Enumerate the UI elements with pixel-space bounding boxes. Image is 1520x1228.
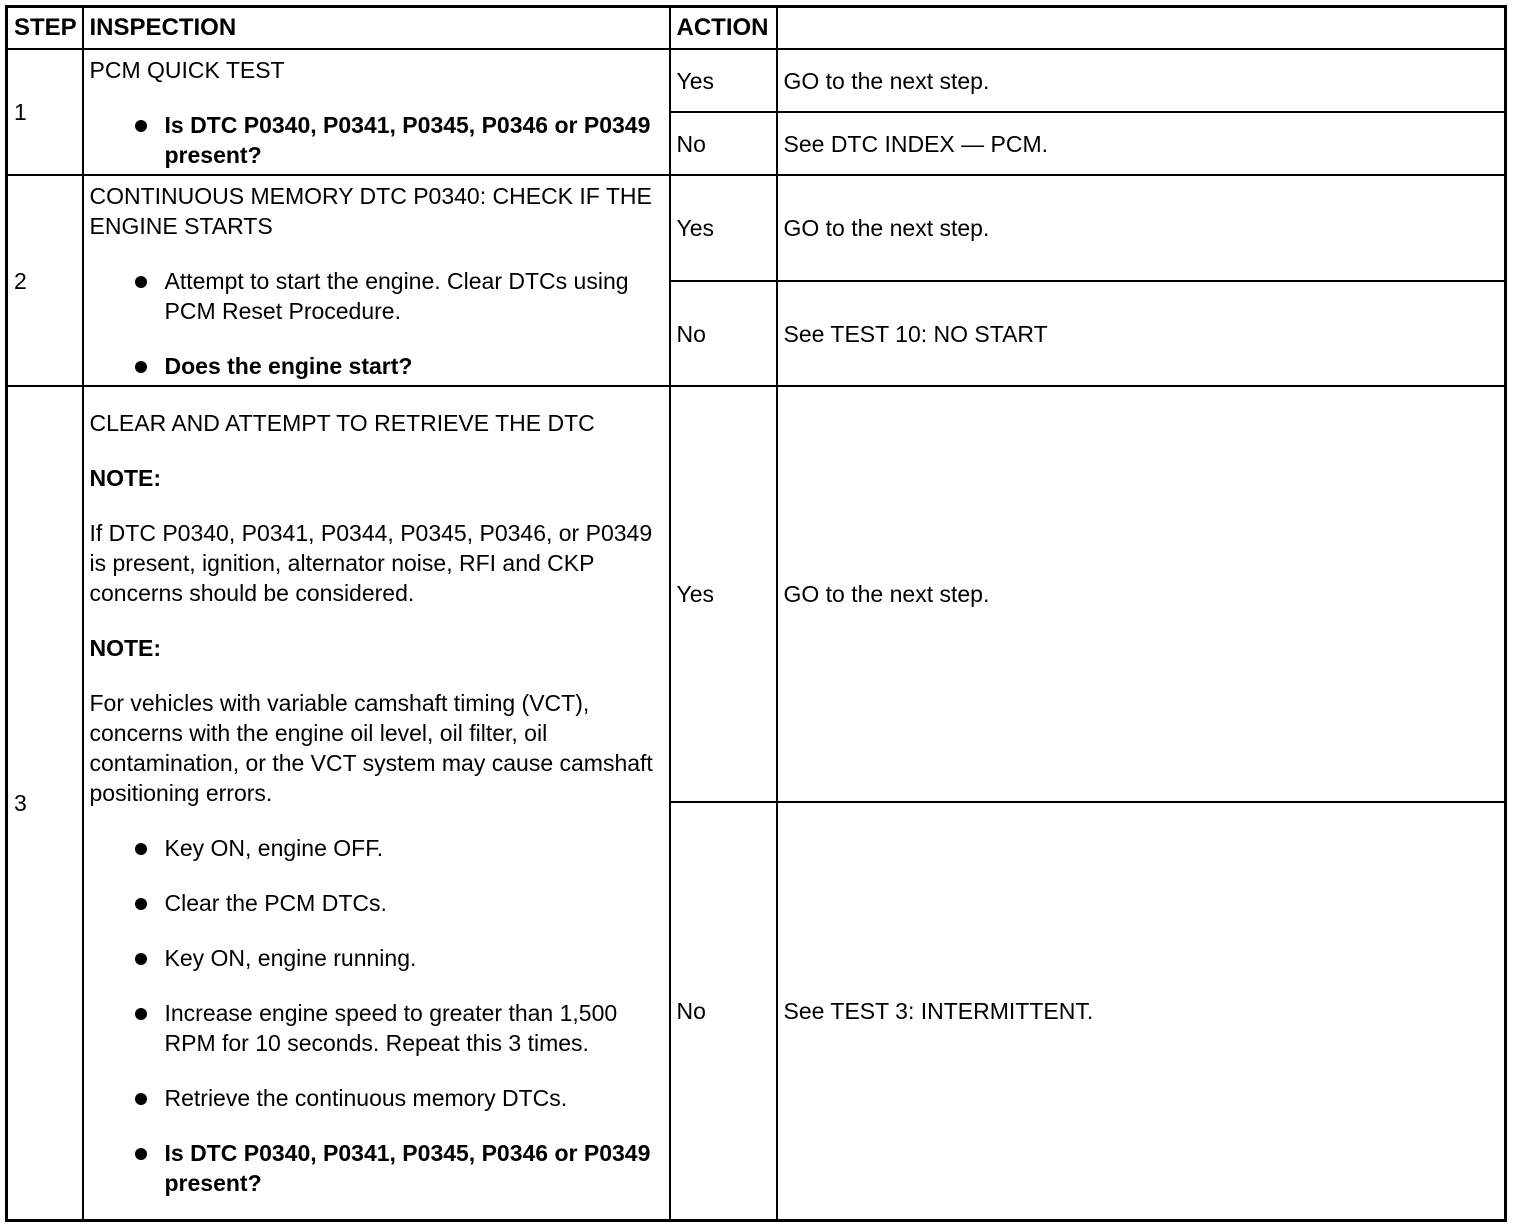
bullet-item: Retrieve the continuous memory DTCs.: [90, 1083, 663, 1113]
step-inspection: [83, 175, 670, 386]
header-result: [777, 7, 1506, 50]
action-yes-label: Yes: [670, 175, 777, 281]
step-title: CLEAR AND ATTEMPT TO RETRIEVE THE DTC: [89, 410, 595, 436]
action-no-label: No: [670, 281, 777, 386]
bullet-item: Clear the PCM DTCs.: [90, 888, 663, 918]
bullet-item: Key ON, engine running.: [90, 943, 663, 973]
diagnostic-table: [5, 5, 1507, 1222]
note-label: NOTE:: [89, 465, 162, 491]
bullet-item: Increase engine speed to greater than 1,500 RPM for 10 seconds. Repeat this 3 times.: [90, 998, 663, 1058]
bullet-item: Is DTC P0340, P0341, P0345, P0346 or P0349 present?: [90, 1138, 663, 1198]
action-no-label: No: [670, 112, 777, 175]
note-text: If DTC P0340, P0341, P0344, P0345, P0346, or P0349 is present, ignition, alternator noise, RFI and CKP concerns should be considered.: [89, 520, 653, 606]
header-step: STEP: [7, 7, 83, 50]
bullet-item: Is DTC P0340, P0341, P0345, P0346 or P0349 present?: [90, 110, 663, 170]
step-2-yes-row: [7, 175, 1506, 281]
header-action: ACTION: [670, 7, 777, 50]
action-yes-label: Yes: [670, 49, 777, 112]
header-row: [7, 7, 1506, 50]
step-number: 1: [7, 49, 83, 175]
action-no-text: See DTC INDEX — PCM.: [777, 112, 1506, 175]
header-inspection: INSPECTION: [83, 7, 670, 50]
action-no-text: See TEST 3: INTERMITTENT.: [777, 802, 1506, 1221]
bullet-item: Key ON, engine OFF.: [90, 833, 663, 863]
step-1-yes-row: [7, 49, 1506, 112]
bullet-item: Does the engine start?: [90, 351, 663, 381]
step-title: PCM QUICK TEST: [89, 56, 285, 83]
note-text: For vehicles with variable camshaft timing (VCT), concerns with the engine oil level, oil filter, oil contamination, or the VCT system may cause camshaft positioning errors.: [89, 690, 653, 806]
action-yes-label: Yes: [670, 386, 777, 802]
action-no-label: No: [670, 802, 777, 1221]
step-title: CONTINUOUS MEMORY DTC P0340: CHECK IF THE ENGINE STARTS: [89, 182, 652, 239]
step-inspection: [83, 386, 670, 1221]
bullet-item: Attempt to start the engine. Clear DTCs using PCM Reset Procedure.: [90, 266, 663, 326]
note-label: NOTE:: [89, 635, 162, 661]
step-inspection: [83, 49, 670, 175]
step-number: 2: [7, 175, 83, 386]
action-no-text: See TEST 10: NO START: [777, 281, 1506, 386]
action-yes-text: GO to the next step.: [777, 175, 1506, 281]
step-number: 3: [7, 386, 83, 1221]
action-yes-text: GO to the next step.: [777, 49, 1506, 112]
action-yes-text: GO to the next step.: [777, 386, 1506, 802]
step-3-yes-row: [7, 386, 1506, 802]
